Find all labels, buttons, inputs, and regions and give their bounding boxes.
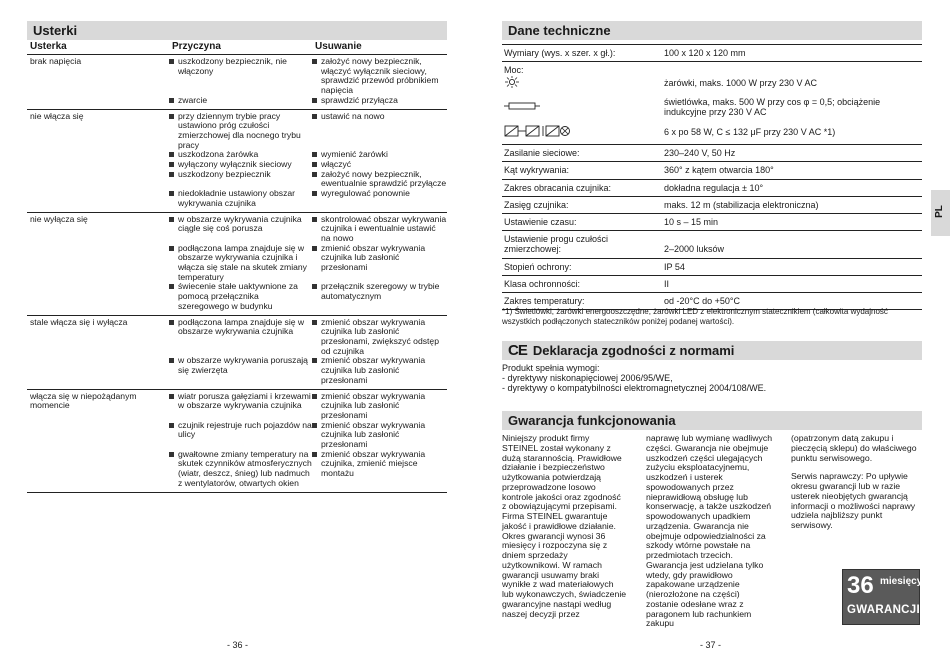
page-number-left: - 36 - <box>227 640 249 650</box>
cause-text: zwarcie <box>178 94 208 105</box>
bullet-icon <box>169 98 174 103</box>
fault-cell: nie wyłącza się <box>30 213 88 224</box>
remedy-text: wyregulować ponownie <box>321 188 410 199</box>
remedy-text: zmienić obszar wykrywania czujnika lub zasłonić przesłonami <box>321 355 426 385</box>
cause-text: uszkodzony bezpiecznik, nie włączony <box>178 56 287 76</box>
bullet-icon <box>169 358 174 363</box>
warranty-service-text: Serwis naprawczy: Po upływie okresu gwarancji lub w razie usterek nieobjętych gwarancją informacji o możliwości naprawy udziela najbliższy punkt serwisowy. <box>791 471 916 530</box>
bullet-icon <box>169 394 174 399</box>
spec-value: IP 54 <box>664 261 685 272</box>
warranty-title: Gwarancja funkcjonowania <box>502 411 922 430</box>
spec-value: II <box>664 278 670 289</box>
warranty-col-3 <box>791 434 921 531</box>
bullet-icon <box>312 246 317 251</box>
spec-row-power <box>502 62 922 145</box>
bullet-icon <box>169 191 174 196</box>
bullet-icon <box>312 191 317 196</box>
ce-mark-icon: CE <box>508 342 527 359</box>
spec-key: Zakres obracania czujnika: <box>504 182 612 193</box>
cause-text: podłączona lampa znajduje się w obszarze wykrywania czujnika <box>178 316 305 337</box>
spec-value: 2–2000 luksów <box>664 244 725 255</box>
spec-value: 10 s – 15 min <box>664 217 719 228</box>
remedy-text: ustawić na nowo <box>321 110 385 121</box>
right-page <box>475 0 950 659</box>
cause-text: w obszarze wykrywania poruszają się zwierzęta <box>178 355 308 376</box>
spec-row <box>502 197 922 214</box>
warranty-col-1: Niniejszy produkt firmy STEINEL został wykonany z dużą starannością. Prawidłowe działanie i bezpieczeństwo użytkowania potwierdzają przeprowadzone losowo kontrole jakości oraz zgodność z obowiązującymi przepisami. Firma STEINEL gwarantuje jakość i prawidłowe działanie. Okres gwarancji wynosi 36 miesięcy i rozpoczyna się z dniem sprzedaży użytkownikowi. W ramach gwarancji usuwamy braki wynikłe z wad materiałowych lub wykonawczych, świadczenie gwarancyjne nastąpi według naszej decyzji przez <box>502 433 627 619</box>
badge-months: miesięcy <box>880 576 923 587</box>
cause-text: uszkodzona żarówka <box>178 149 259 160</box>
bullet-icon <box>169 217 174 222</box>
declaration-line: - dyrektywy o kompatybilności elektromagnetycznej 2004/108/WE. <box>502 383 767 394</box>
power-row-tube <box>504 97 922 117</box>
cause-text: niedokładnie ustawiony obszar wykrywania czujnika <box>178 188 296 208</box>
cause-text: wiatr porusza gałęziami i krzewami w obszarze wykrywania czujnika <box>178 390 311 411</box>
bullet-icon <box>169 452 174 457</box>
spec-key: Ustawienie czasu: <box>504 217 577 228</box>
power-incandescent: żarówki, maks. 1000 W przy 230 V AC <box>664 78 818 89</box>
bullet-icon <box>169 152 174 157</box>
bullet-icon <box>312 217 317 222</box>
remedy-text: zmienić obszar wykrywania czujnika lub zasłonić przesłonami <box>321 390 426 420</box>
col-fault-header: Usterka <box>30 41 67 52</box>
spec-value: od -20°C do +50°C <box>664 296 740 307</box>
cause-remedy-pair <box>169 244 447 283</box>
bullet-icon <box>312 284 317 289</box>
bullet-icon <box>312 423 317 428</box>
spec-value: 360° z kątem otwarcia 180° <box>664 165 774 176</box>
cause-remedy-pair <box>169 318 447 357</box>
table-row <box>27 390 447 493</box>
declaration-text <box>502 363 922 394</box>
bulb-icon <box>504 76 520 88</box>
remedy-text: włączyć <box>321 159 352 170</box>
fault-cell: stale włącza się i wyłącza <box>30 316 128 327</box>
bullet-icon <box>169 59 174 64</box>
spec-row <box>502 44 922 62</box>
remedy-text: sprawdzić przyłącza <box>321 94 398 105</box>
remedy-text: założyć nowy bezpiecznik, ewentualnie sprawdzić przyłącze <box>321 168 447 189</box>
fluorescent-tube-icon <box>504 101 540 111</box>
cause-remedy-pair <box>169 282 447 311</box>
bullet-icon <box>169 246 174 251</box>
spec-row <box>502 276 922 293</box>
spec-key: Ustawienie progu czułości zmierzchowej: <box>504 234 609 255</box>
tech-data-title: Dane techniczne <box>502 21 922 40</box>
cause-text: świecenie stałe uaktywnione za pomocą przełącznika szeregowego w budynku <box>178 281 298 311</box>
badge-number: 36 <box>847 572 874 599</box>
bullet-icon <box>312 162 317 167</box>
bullet-icon <box>169 284 174 289</box>
bullet-icon <box>169 172 174 177</box>
remedy-text: zmienić obszar wykrywania czujnika lub zasłonić przesłonami <box>321 242 426 273</box>
bullet-icon <box>169 114 174 119</box>
bullet-icon <box>169 320 174 325</box>
troubleshooting-title: Usterki <box>27 21 447 40</box>
spec-key: Zakres temperatury: <box>504 296 585 307</box>
fault-cell: brak napięcia <box>30 56 82 66</box>
spec-key: Klasa ochronności: <box>504 278 581 289</box>
power-fluorescent: świetlówka, maks. 500 W przy cos φ = 0,5; obciążenie indukcyjne przy 230 V AC <box>664 96 881 117</box>
language-tab: PL <box>931 190 950 236</box>
cause-remedy-pair <box>169 112 447 151</box>
cause-remedy-pair <box>169 421 447 450</box>
cause-text: uszkodzony bezpiecznik <box>178 168 271 179</box>
cause-remedy-pair <box>169 96 447 106</box>
warranty-col-3-text: (opatrzonym datą zakupu i pieczęcią sklepu) do właściwego punktu serwisowego. <box>791 433 917 463</box>
warranty-badge <box>842 569 923 625</box>
cause-remedy-pair <box>169 450 447 489</box>
bullet-icon <box>312 358 317 363</box>
declaration-line: - dyrektywy niskonapięciowej 2006/95/WE, <box>502 373 673 384</box>
bullet-icon <box>312 59 317 64</box>
fault-cell: nie włącza się <box>30 110 84 121</box>
bullet-icon <box>169 423 174 428</box>
bullet-icon <box>312 452 317 457</box>
cause-remedy-pair <box>169 189 447 208</box>
spec-key: Wymiary (wys. x szer. x gł.): <box>504 48 616 58</box>
spec-key: Zasilanie sieciowe: <box>504 148 580 159</box>
cause-remedy-pair <box>169 57 447 96</box>
table-row <box>27 316 447 390</box>
spec-value: dokładna regulacja ± 10° <box>664 182 764 193</box>
spec-key: Zasięg czujnika: <box>504 199 569 210</box>
spec-rows <box>502 145 922 310</box>
col-cause-header: Przyczyna <box>172 41 221 52</box>
cause-text: czujnik rejestruje ruch pojazdów na ulicy <box>178 419 312 440</box>
cause-remedy-pair <box>169 356 447 385</box>
bullet-icon <box>312 114 317 119</box>
cause-remedy-pair <box>169 215 447 244</box>
bullet-icon <box>312 152 317 157</box>
power-row-ballast <box>504 123 922 141</box>
remedy-text: zmienić obszar wykrywania czujnika lub zasłonić przesłonami, zwiększyć odstęp od czujnika <box>321 316 439 356</box>
cause-text: gwałtowne zmiany temperatury na skutek czynników atmosferycznych (wiatr, deszcz, śnieg) lub nadmuch z wentylatorów, otwartych okien <box>178 448 312 488</box>
col-remedy-header: Usuwanie <box>315 41 362 52</box>
ballast-lamp-icon <box>504 123 574 139</box>
bullet-icon <box>312 98 317 103</box>
power-row-bulb <box>504 76 922 90</box>
declaration-line: Produkt spełnia wymogi: <box>502 363 600 373</box>
spec-row <box>502 259 922 276</box>
cause-remedy-pair <box>169 392 447 421</box>
spec-footnote: *1) Świetlówki, żarówki energooszczędne, żarówki LED z elektronicznym statecznikiem (całkowita wydajność wszystkich podłączonych stateczników poniżej podanej wartości). <box>502 307 888 326</box>
spec-row <box>502 145 922 162</box>
cause-text: w obszarze wykrywania czujnika ciągle się coś porusza <box>178 213 302 234</box>
remedy-text: założyć nowy bezpiecznik, włączyć wyłącznik sieciowy, sprawdzić przewód próbnikiem napięcia <box>321 56 439 96</box>
remedy-text: wymienić żarówki <box>321 149 388 160</box>
cause-text: wyłączony wyłącznik sieciowy <box>178 159 292 170</box>
spec-row <box>502 180 922 197</box>
table-row <box>27 110 447 213</box>
spec-key: Kąt wykrywania: <box>504 165 570 176</box>
remedy-text: skontrolować obszar wykrywania czujnika i ewentualnie ustawić na nowo <box>321 213 447 243</box>
bullet-icon <box>169 162 174 167</box>
declaration-title-text: Deklaracja zgodności z normami <box>532 343 735 358</box>
troubleshooting-header <box>27 40 447 55</box>
table-row <box>27 213 447 316</box>
spec-value: maks. 12 m (stabilizacja elektroniczna) <box>664 199 819 210</box>
spec-row <box>502 231 922 258</box>
troubleshooting-table <box>27 55 447 493</box>
badge-warranty-word: GWARANCJI <box>847 604 920 616</box>
spec-table <box>502 44 922 310</box>
bullet-icon <box>312 320 317 325</box>
remedy-text: przełącznik szeregowy w trybie automatycznym <box>321 281 440 302</box>
cause-text: przy dziennym trybie pracy ustawiono próg czułości zmierzchowej dla nocnego trybu pracy <box>178 110 301 150</box>
remedy-text: zmienić obszar wykrywania czujnika, zmienić miejsce montażu <box>321 448 426 479</box>
spec-row <box>502 214 922 231</box>
remedy-text: zmienić obszar wykrywania czujnika lub zasłonić przesłonami <box>321 419 426 450</box>
table-row <box>27 55 447 110</box>
power-label: Moc: <box>504 65 524 76</box>
declaration-title <box>502 341 922 360</box>
spec-value: 100 x 120 x 120 mm <box>664 48 746 58</box>
spec-key: Stopień ochrony: <box>504 261 572 272</box>
power-ballast: 6 x po 58 W, C ≤ 132 μF przy 230 V AC *1) <box>664 127 836 138</box>
spec-value: 230–240 V, 50 Hz <box>664 148 736 159</box>
spec-row <box>502 162 922 179</box>
cause-remedy-pair <box>169 170 447 189</box>
fault-cell: włącza się w niepożądanym momencie <box>30 390 137 411</box>
cause-text: podłączona lampa znajduje się w obszarze wykrywania czujnika i włącza się stale na skutek zmiany temperatury <box>178 242 307 282</box>
bullet-icon <box>312 172 317 177</box>
bullet-icon <box>312 394 317 399</box>
page-number-right: - 37 - <box>700 640 722 650</box>
warranty-col-2: naprawę lub wymianę wadliwych części. Gwarancja nie obejmuje uszkodzeń części ulegających zużyciu eksploatacyjnemu, uszkodzeń i usterek spowodowanych przez nieprawidłową obsługę lub konserwację, a także uszkodzeń spowodowanych upadkiem urządzenia. Gwarancja nie obejmuje odpowiedzialności za szkody wtórne powstałe na przedmiotach trzecich. Gwarancja jest udzielana tylko wtedy, gdy prawidłowo zapakowane urządzenie (nierozłożone na części) zostanie odesłane wraz z paragonem lub rachunkiem zakupu <box>646 433 773 629</box>
